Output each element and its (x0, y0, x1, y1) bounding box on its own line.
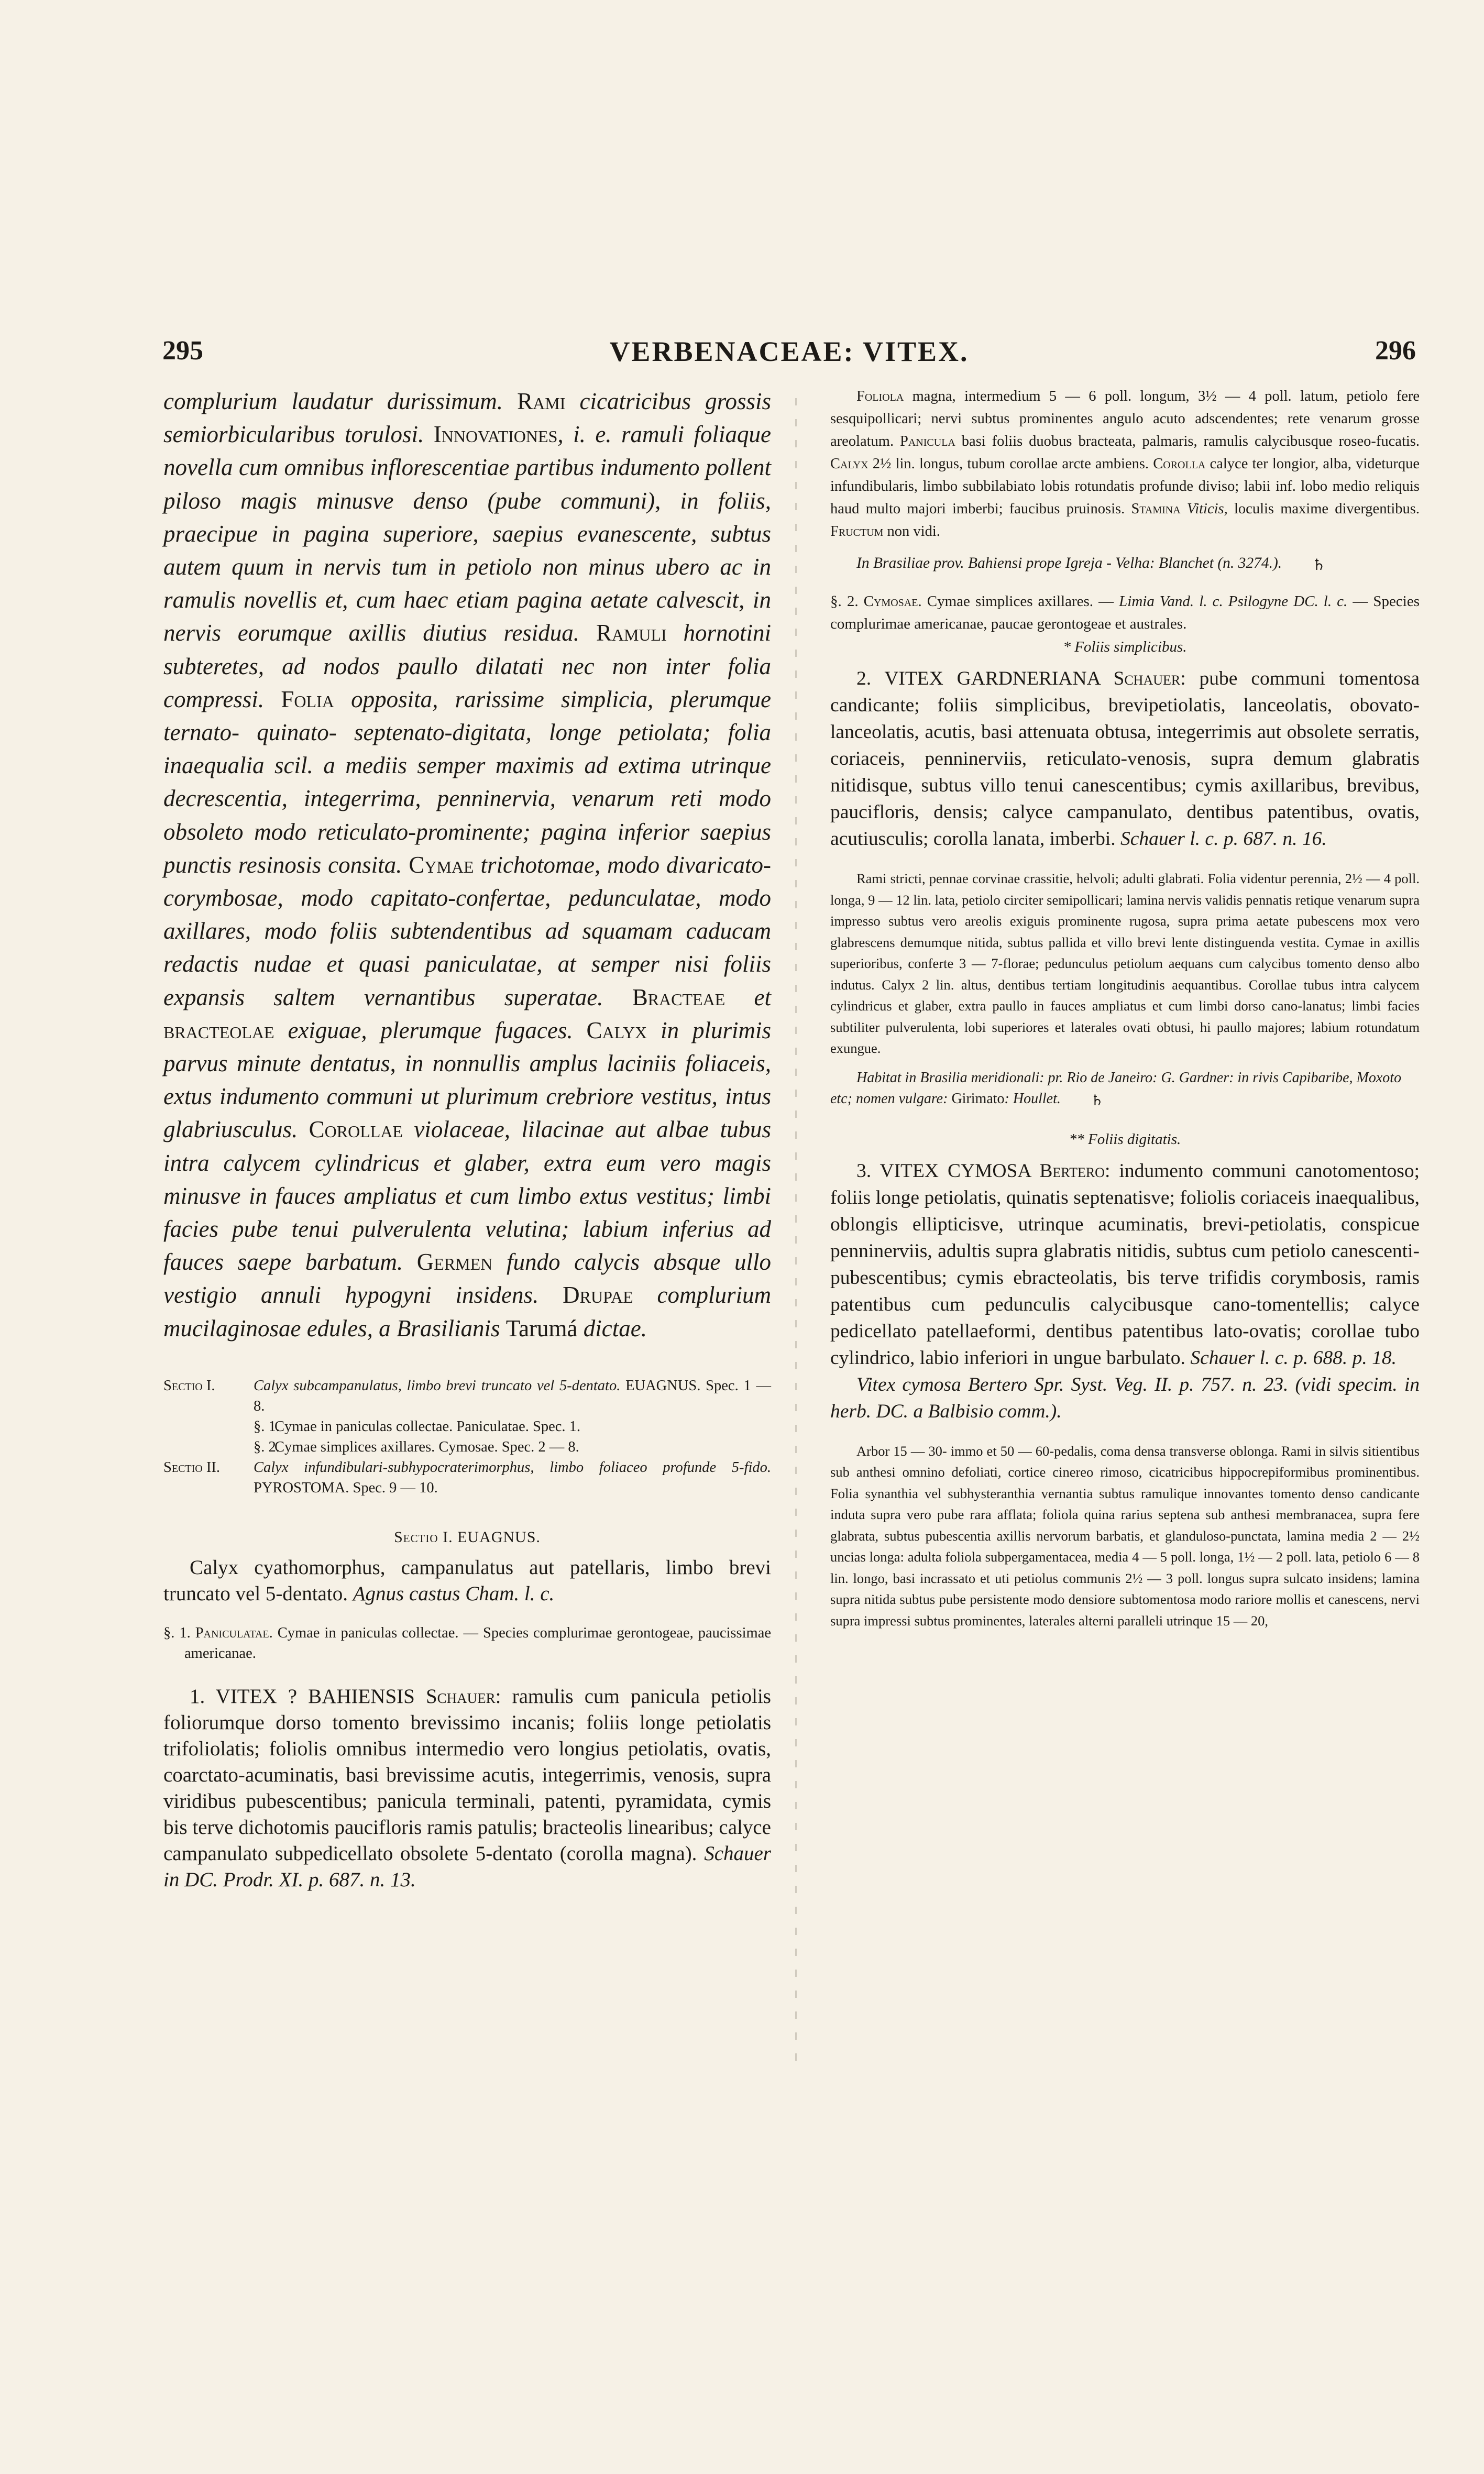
section-key (163, 1376, 771, 1498)
species-3-synonym: Vitex cymosa Bertero Spr. Syst. Veg. II. p. 757. n. 23. (vidi specim. in herb. DC. a Balbisio comm.). (830, 1373, 1420, 1422)
group-simple-leaves: * Foliis simplicibus. (1063, 639, 1187, 655)
species-2-description: Rami stricti, pennae corvinae crassitie, helvoli; adulti glabrati. Folia videntur perennia, 2½ — 4 poll. longa, 9 — 12 lin. lata, petiolo circiter semipollicari; lamina nervis validis pennatis retique venarum supra impresso subtus vero areolis exiguis prominente rugosa, supra prima aetate pubescens mox vero glabrescens demumque nitida, subtus pallida et villo brevi lente distinguenda vestita. Cymae in axillis superioribus, conferte 3 — 7-florae; pedunculus petiolum aequans cum calycibus tomento denso albo indutus. Calyx 2 lin. altus, dentibus tertiam longitudinis aequantibus. Corollae tubus intra calycem cylindricus et glaber, extra paullo in fauces ampliatus et cum limbi dorso cano-lanatus; limbi facies subtiliter pulverulenta, lobi superiores et laterales ovati obtusi, hi paullo majores; labium rotundatum exungue. (830, 871, 1420, 1056)
species-vitex-cymosa: 3. VITEX CYMOSA Bertero: indumento communi canotomentoso; foliis longe petiolatis, quinatis septenatisve; foliolis coriaceis inaequalibus, oblongis ellipticisve, utrinque acuminatis, brevi-petiolatis, conspicue penninerviis, adultis supra glabratis nitidis, subtus cum petiolo canescenti-pubescentibus; cymis ebracteolatis, bis terve trifidis corymbosis, ramis patentibus cum pedunculis calycibusque cano-tomentellis; calyce pedicellato patellaeformi, dentibus patentibus lato-ovatis; corollae tubo cylindrico, labio inferiori in ungue barbulato. Schauer l. c. p. 688. p. 18. (830, 1160, 1420, 1369)
page-number-left: 295 (162, 336, 203, 366)
running-title: VERBENACEAE: VITEX. (609, 336, 969, 367)
perennial-symbol-icon: ♄ (1090, 1093, 1104, 1109)
genus-description: complurium laudatur durissimum. Rami cicatricibus grossis semiorbicularibus torulosi. Innovationes, i. e. ramuli foliaque novella cum omnibus inflorescentiae partibus indumento pollent piloso magis minusve denso (pube communi), in foliis, praecipue in pagina superiore, saepius evanescente, subtus autem quum in nervis tum in petiolo non minus ubero ac in ramulis novellis et, cum haec etiam pagina aetate calvescit, in nervis eorumque axillis diutius residua. Ramuli hornotini subteretes, ad nodos paullo dilatati nec non inter folia compressi. Folia opposita, rarissime simplicia, plerumque ternato- quinato- septenato-digitata, longe petiolata; folia inaequalia scil. a mediis semper maximis ad extima utrinque decrescentia, integerrima, penninervia, venarum reti modo obsoleto modo reticulato-prominente; pagina inferior saepius punctis resinosis consita. Cymae trichotomae, modo divaricato-corymbosae, modo capitato-confertae, pedunculatae, modo axillares, modo foliis subtendentibus ad squamam caducam redactis nudae et quasi paniculatae, at semper nisi foliis expansis saltem vernantibus superatae. Bracteae et bracteolae exiguae, plerumque fugaces. Calyx in plurimis parvus minute dentatus, in nonnullis amplus laciniis foliaceis, extus indumento communi ut plurimum crebriore vestitus, intus glabriusculus. Corollae violaceae, lilacinae aut albae tubus intra calycem cylindricus et glaber, extra eum vero magis minusve in fauces ampliatus et cum limbo extus vestitus; limbi facies pube tenui pulverulenta velutina; labium inferius ad fauces saepe barbatum. Germen fundo calycis absque ullo vestigio annuli hypogyni insidens. Drupae complurium mucilaginosae edules, a Brasilianis Tarumá dictae. (163, 388, 771, 1342)
left-column (163, 385, 771, 1893)
running-header (162, 335, 1416, 377)
section-title: Sectio I. EUAGNUS. (394, 1528, 541, 1546)
habitat-bahiensis: In Brasiliae prov. Bahiensi prope Igreja - Velha: Blanchet (n. 3274.). ♄ (856, 555, 1326, 574)
perennial-symbol-icon: ♄ (1312, 557, 1326, 574)
page-number-right: 296 (1375, 336, 1416, 366)
species-vitex-bahiensis: 1. VITEX ? BAHIENSIS Schauer: ramulis cum panicula petiolis foliorumque dorso tomento brevissimo incanis; foliis longe petiolatis trifoliolatis; foliolis omnibus intermedio vero longius petiolatis, ovatis, coarctato-acuminatis, basi brevissime acutis, integerrimis, venosis, supra viridibus pubescentibus; panicula terminali, patenti, pyramidata, cymis bis terve dichotomis paucifloris ramis patulis; bracteolis linearibus; calyce campanulato subpedicellato obsolete 5-dentato (corolla magna). Schauer in DC. Prodr. XI. p. 687. n. 13. (163, 1685, 771, 1891)
habitat-gardneriana: Habitat in Brasilia meridionali: pr. Rio de Janeiro: G. Gardner: in rivis Capibaribe, Moxoto etc; nomen vulgare: Girimato: Houllet. ♄ (830, 1069, 1402, 1109)
section-1-key: Sectio I. Calyx subcampanulatus, limbo brevi truncato vel 5-dentato. EUAGNUS. Spec. 1 — 8. (163, 1377, 771, 1414)
section-2-key: Sectio II. Calyx infundibulari-subhypocraterimorphus, limbo foliaceo profunde 5-fido. PYROSTOMA. Spec. 9 — 10. (163, 1459, 771, 1496)
species-vitex-gardneriana: 2. VITEX GARDNERIANA Schauer: pube communi tomentosa candicante; foliis simplicibus, brevipetiolatis, lanceolatis, obovato-lanceolatis, acutis, basi attenuata obtusa, integerrimis aut obsolete serratis, coriaceis, penninerviis, reticulato-venosis, supra demum glabratis nitidisque, subtus villo tenui canescentibus; cymis axillaribus, brevibus, paucifloris, densis; calyce campanulato, dentibus patentibus, ovatis, acutiusculis; corolla lanata, imberbi. Schauer l. c. p. 687. n. 16. (830, 668, 1420, 850)
species-1-description: Foliola magna, intermedium 5 — 6 poll. longum, 3½ — 4 poll. latum, petiolo fere sesquipollicari; nervi subtus prominentes angulo acuto adscendentes; rete venarum grosse areolatum. Panicula basi foliis duobus bracteata, palmaris, ramulis calycibusque roseo-fucatis. Calyx 2½ lin. longus, tubum corollae arcte ambiens. Corolla calyce ter longior, alba, videturque infundibularis, limbo subbilabiato lobis rotundatis profunde diviso; labii inf. lobo medio reliquis haud multo majori imberbi; faucibus pruinosis. Stamina Viticis, loculis maxime divergentibus. Fructum non vidi. (830, 388, 1420, 540)
group-digitate-leaves: ** Foliis digitatis. (1069, 1130, 1181, 1148)
subsection-1-key: §. 1. Cymae in paniculas collectae. Paniculatae. Spec. 1. (254, 1418, 581, 1435)
right-column (830, 385, 1420, 1631)
column-divider (795, 398, 797, 2064)
subsection-cymosae: §. 2. Cymosae. Cymae simplices axillares. — Limia Vand. l. c. Psilogyne DC. l. c. — Species complurimae americanae, paucae gerontogeae et australes. (830, 593, 1420, 632)
species-3-description: Arbor 15 — 30- immo et 50 — 60-pedalis, coma densa transverse oblonga. Rami in silvis sitientibus sub anthesi omnino defoliati, cortice cinereo rimoso, cicatricibus hippocrepiformibus prominentibus. Folia synanthia vel subhysteranthia vernantia subtus ramulique innovantes tomento denso candicante induta supra vero pube rara afflata; foliola quina rarius septena sub anthesi membranacea, supra fere glabrata, subtus pubescentia axillis nervorum barbatis, et glanduloso-punctata, lamina media 2 — 2½ uncias longa: adulta foliola subpergamentacea, media 4 — 5 poll. longa, 1½ — 2 poll. lata, petiolo 6 — 8 lin. longo, basi incrassato et uti petiolus communis 2½ — 3 poll. longus supra sulcato insidens; lamina supra nitida subtus pube persistente modo densiore subtomentosa modo rariore mollis et canescens, nervi supra impressi subtus prominentes, laterales alterni paralleli utrinque 15 — 20, (830, 1443, 1420, 1629)
section-description: Calyx cyathomorphus, campanulatus aut patellaris, limbo brevi truncato vel 5-dentato. Agnus castus Cham. l. c. (163, 1556, 771, 1605)
subsection-paniculatae: §. 1. Paniculatae. Cymae in paniculas collectae. — Species complurimae gerontogeae, paucissimae americanae. (163, 1624, 771, 1662)
subsection-2-key: §. 2. Cymae simplices axillares. Cymosae. Spec. 2 — 8. (254, 1438, 579, 1455)
